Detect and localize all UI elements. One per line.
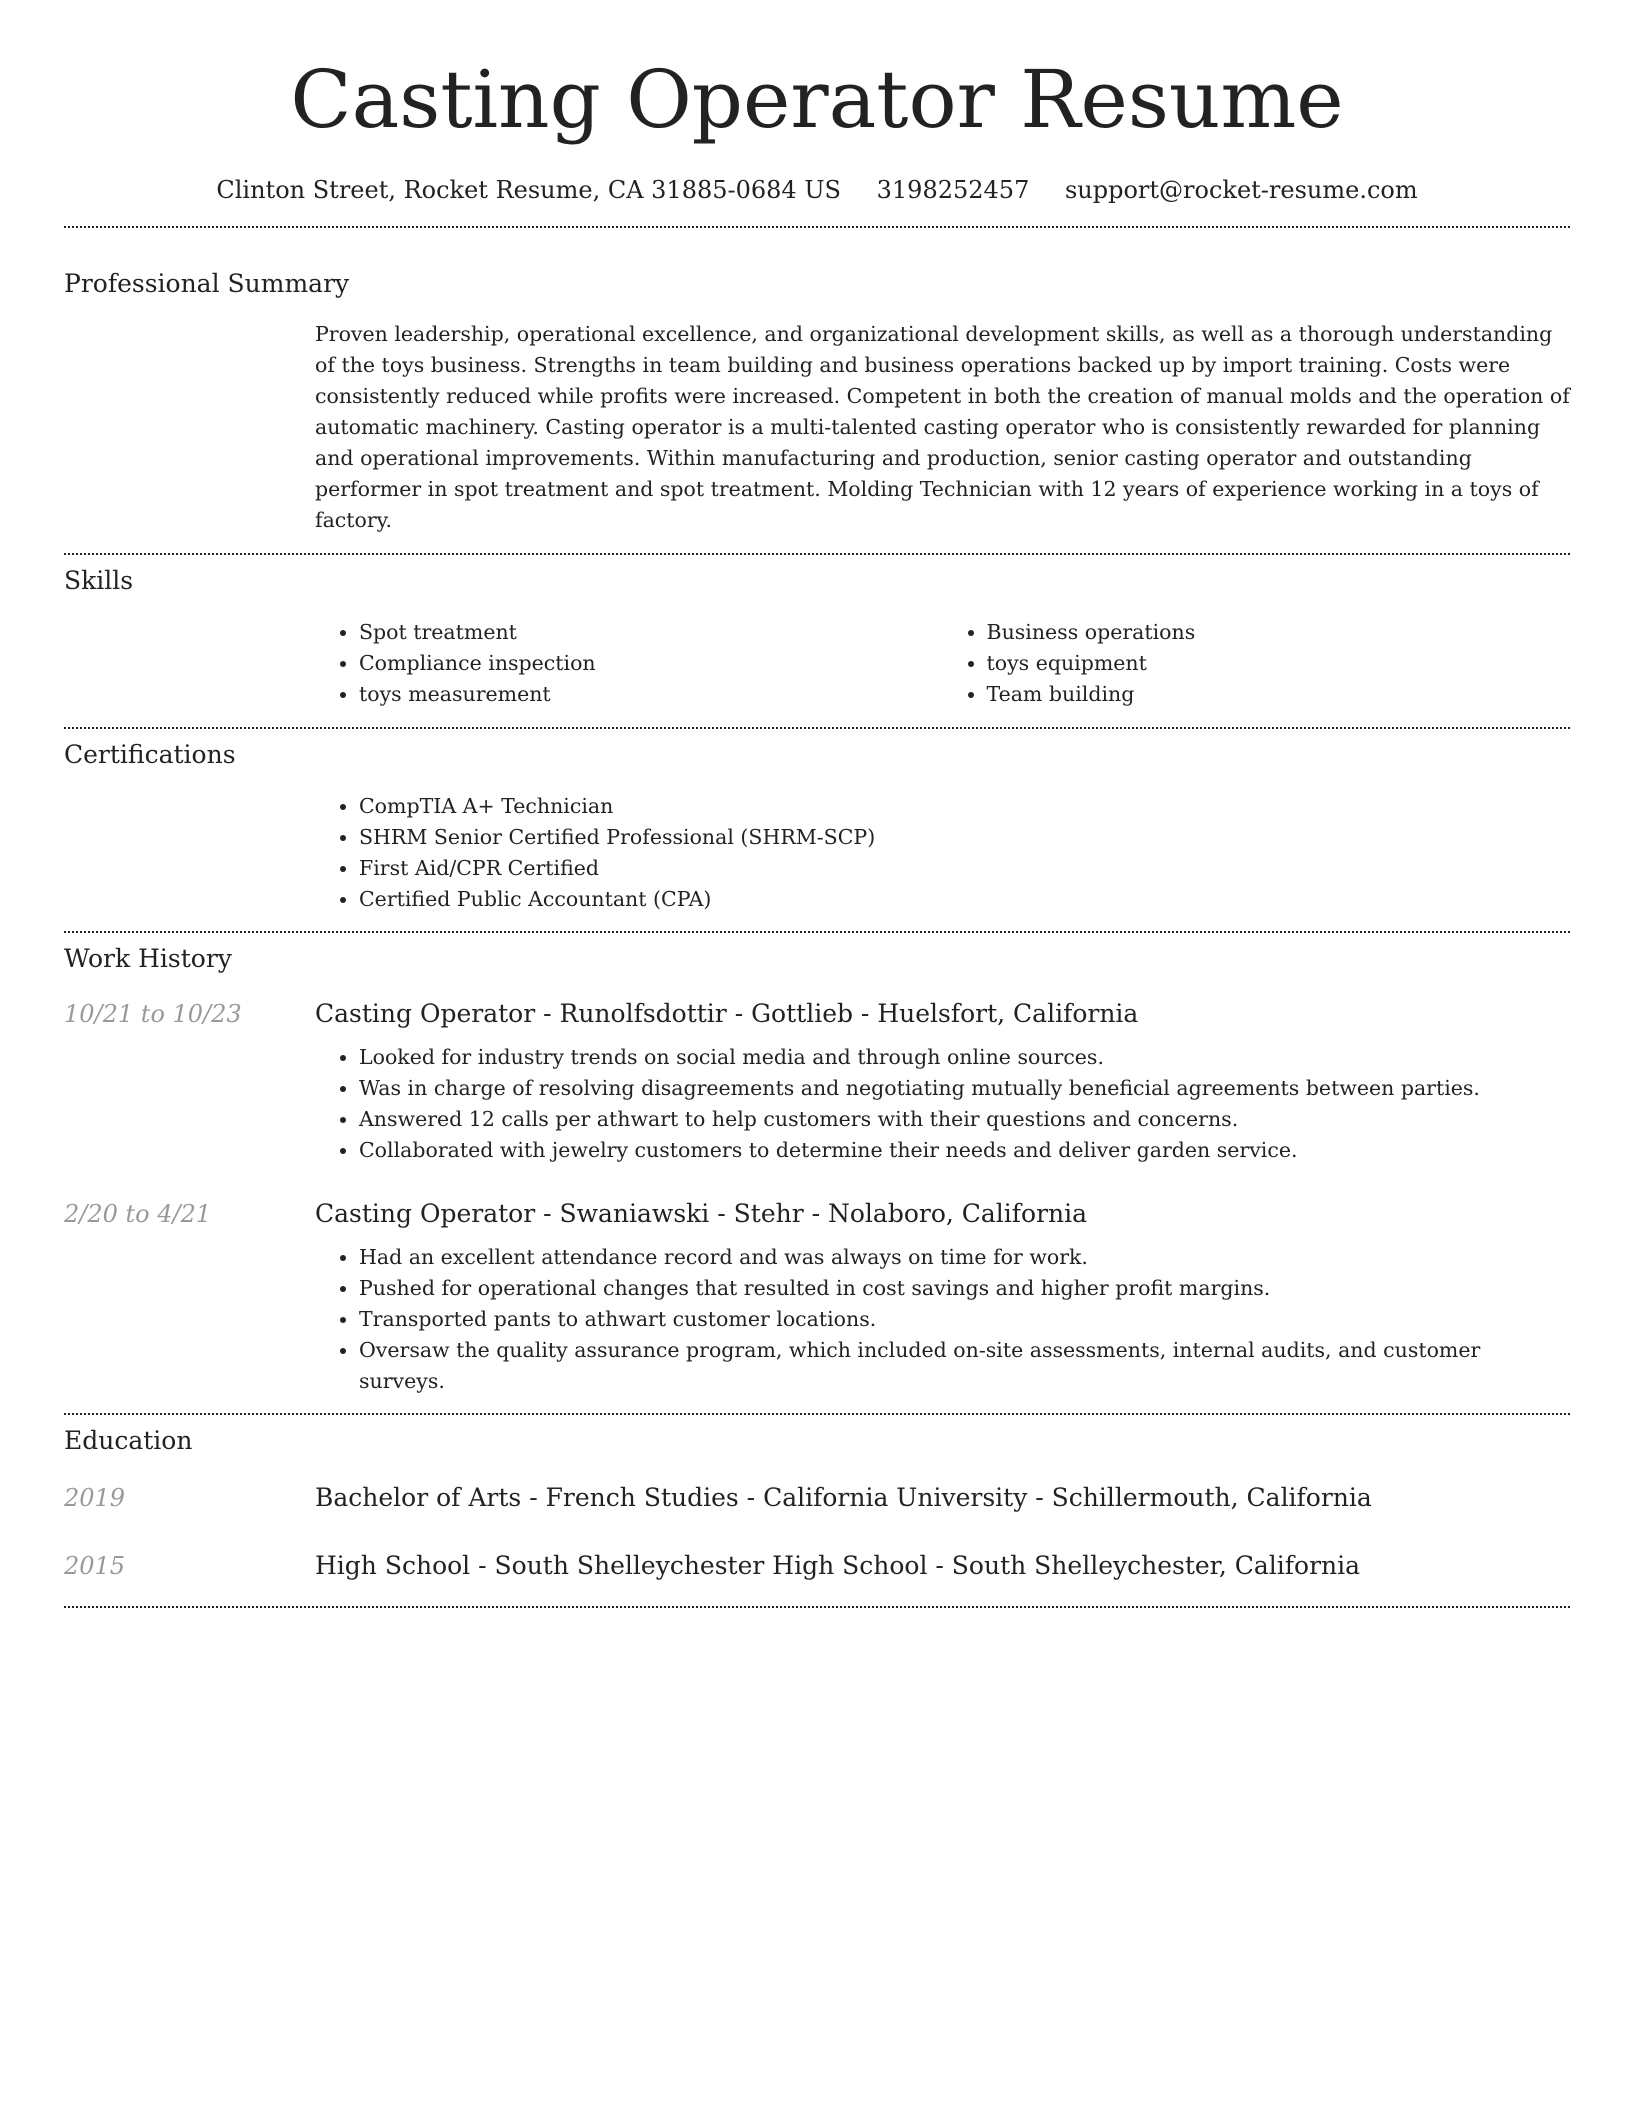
contact-line xyxy=(64,174,1570,206)
list-item: • Looked for industry trends on social media and through online sources. xyxy=(359,1042,1570,1073)
list-item: • Certified Public Accountant (CPA) xyxy=(359,884,1570,915)
education-year: 2015 xyxy=(64,1552,126,1580)
list-item: • SHRM Senior Certified Professional (SHRM-SCP) xyxy=(359,822,1570,853)
divider xyxy=(64,553,1570,555)
list-item: • Team building xyxy=(987,679,1571,710)
resume-header xyxy=(64,0,1570,206)
list-item: • Collaborated with jewelry customers to determine their needs and deliver garden service. xyxy=(359,1135,1570,1166)
job-dates: 10/21 to 10/23 xyxy=(64,1000,242,1028)
divider xyxy=(64,1606,1570,1608)
job-entry xyxy=(64,998,1570,1030)
education-entry xyxy=(64,1550,1570,1582)
list-item: • Spot treatment xyxy=(359,617,943,648)
list-item: • Transported pants to athwart customer locations. xyxy=(359,1304,1570,1335)
divider xyxy=(64,1413,1570,1415)
list-item: • Business operations xyxy=(987,617,1571,648)
page-title: Casting Operator Resume xyxy=(290,53,1344,146)
section-title-skills: Skills xyxy=(64,566,134,595)
education-text: High School - South Shelleychester High School - South Shelleychester, California xyxy=(315,1551,1361,1580)
section-title-summary: Professional Summary xyxy=(64,269,350,298)
section-title-education: Education xyxy=(64,1426,193,1455)
section-title-work: Work History xyxy=(64,944,232,973)
list-item: • Answered 12 calls per athwart to help customers with their questions and concerns. xyxy=(359,1104,1570,1135)
contact-phone: 3198252457 xyxy=(876,176,1030,204)
summary-text: Proven leadership, operational excellence, and organizational development skills, as well as a thorough understanding of the toys business. Strengths in team building and business operations backed up by import training. Costs were consistently reduced while profits were increased. Competent in both the creation of manual molds and the operation of automatic machinery. Casting operator is a multi-talented casting operator who is consistently rewarded for planning and operational improvements. Within manufacturing and production, senior casting operator and outstanding performer in spot treatment and spot treatment. Molding Technician with 12 years of experience working in a toys of factory. xyxy=(315,322,1570,532)
job-title: Casting Operator - Runolfsdottir - Gottlieb - Huelsfort, California xyxy=(315,999,1139,1028)
list-item: • Had an excellent attendance record and was always on time for work. xyxy=(359,1242,1570,1273)
skills-list xyxy=(315,617,1570,710)
divider xyxy=(64,226,1570,228)
divider xyxy=(64,727,1570,729)
education-year: 2019 xyxy=(64,1484,126,1512)
list-item: • toys measurement xyxy=(359,679,943,710)
section-title-certifications: Certifications xyxy=(64,740,236,769)
education-entry xyxy=(64,1482,1570,1514)
list-item: • Oversaw the quality assurance program, which included on-site assessments, internal audits, and customer surveys. xyxy=(359,1335,1570,1397)
list-item: • CompTIA A+ Technician xyxy=(359,791,1570,822)
list-item: • Was in charge of resolving disagreements and negotiating mutually beneficial agreements between parties. xyxy=(359,1073,1570,1104)
job-bullets xyxy=(315,1242,1570,1397)
job-bullets xyxy=(315,1042,1570,1166)
divider xyxy=(64,931,1570,933)
contact-email: support@rocket-resume.com xyxy=(1064,176,1418,204)
certifications-list xyxy=(315,791,1570,915)
job-title: Casting Operator - Swaniawski - Stehr - Nolaboro, California xyxy=(315,1199,1088,1228)
list-item: • toys equipment xyxy=(987,648,1571,679)
job-dates: 2/20 to 4/21 xyxy=(64,1200,212,1228)
skills-column-left xyxy=(315,617,943,710)
resume-page xyxy=(64,0,1570,1608)
contact-address: Clinton Street, Rocket Resume, CA 31885-0684 US xyxy=(216,176,841,204)
list-item: • Pushed for operational changes that resulted in cost savings and higher profit margins. xyxy=(359,1273,1570,1304)
list-item: • First Aid/CPR Certified xyxy=(359,853,1570,884)
job-entry xyxy=(64,1198,1570,1230)
list-item: • Compliance inspection xyxy=(359,648,943,679)
education-text: Bachelor of Arts - French Studies - California University - Schillermouth, California xyxy=(315,1483,1372,1512)
skills-column-right xyxy=(943,617,1571,710)
